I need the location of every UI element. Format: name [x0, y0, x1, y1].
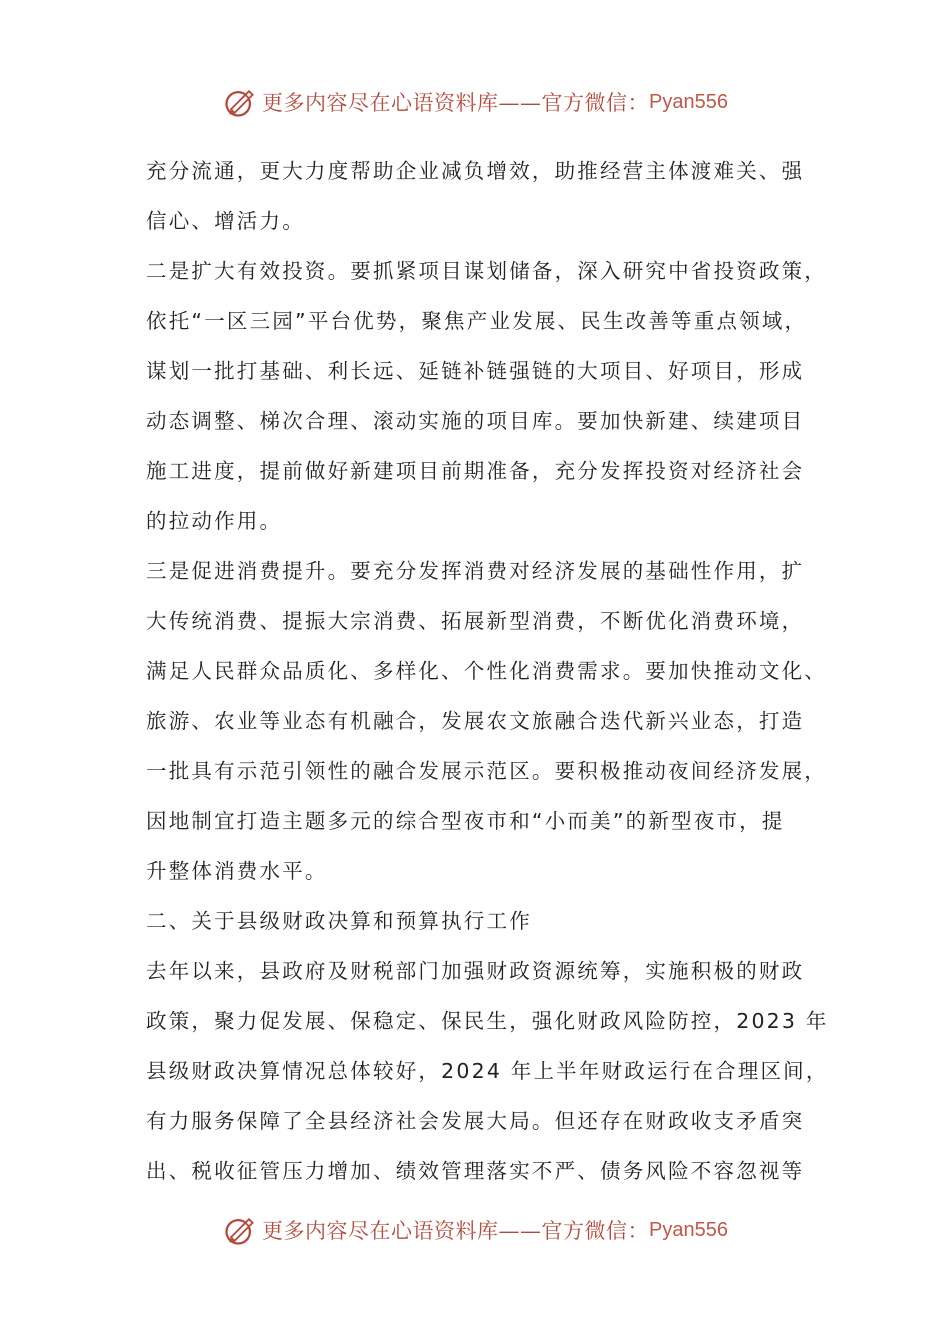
watermark-brand: Pyan556 [649, 90, 728, 113]
watermark-brand: Pyan556 [649, 1218, 728, 1241]
text-line: 二是扩大有效投资。要抓紧项目谋划储备，深入研究中省投资政策， [146, 259, 827, 283]
pen-logo-icon [222, 1212, 258, 1248]
watermark-text: 更多内容尽在心语资料库——官方微信： [262, 91, 650, 115]
text-line: 出、税收征管压力增加、绩效管理落实不严、债务风险不容忽视等 [146, 1159, 805, 1183]
text-line: 旅游、农业等业态有机融合，发展农文旅融合迭代新兴业态，打造 [146, 709, 805, 733]
text-line: 升整体消费水平。 [146, 859, 328, 883]
text-line: 政策，聚力促发展、保稳定、保民生，强化财政风险防控，2023 年 [146, 1009, 829, 1033]
header-watermark [0, 80, 950, 124]
text-line: 大传统消费、提振大宗消费、拓展新型消费，不断优化消费环境， [146, 609, 805, 633]
text-line: 县级财政决算情况总体较好，2024 年上半年财政运行在合理区间， [146, 1059, 829, 1083]
text-line: 因地制宜打造主题多元的综合型夜市和“小而美”的新型夜市，提 [146, 809, 785, 833]
footer-watermark [0, 1208, 950, 1252]
pen-logo-icon [222, 84, 258, 120]
text-line: 动态调整、梯次合理、滚动实施的项目库。要加快新建、续建项目 [146, 409, 805, 433]
text-line: 去年以来，县政府及财税部门加强财政资源统筹，实施积极的财政 [146, 959, 805, 983]
watermark-text: 更多内容尽在心语资料库——官方微信： [262, 1219, 650, 1243]
text-line: 信心、增活力。 [146, 209, 305, 233]
text-line: 施工进度，提前做好新建项目前期准备，充分发挥投资对经济社会 [146, 459, 805, 483]
text-line: 三是促进消费提升。要充分发挥消费对经济发展的基础性作用，扩 [146, 559, 805, 583]
text-line: 有力服务保障了全县经济社会发展大局。但还存在财政收支矛盾突 [146, 1109, 805, 1133]
section-heading: 二、关于县级财政决算和预算执行工作 [146, 909, 532, 933]
text-line: 的拉动作用。 [146, 509, 283, 533]
text-line: 依托“一区三园”平台优势，聚焦产业发展、民生改善等重点领域， [146, 309, 808, 333]
text-line: 满足人民群众品质化、多样化、个性化消费需求。要加快推动文化、 [146, 659, 827, 683]
document-body [146, 146, 836, 1196]
text-line: 谋划一批打基础、利长远、延链补链强链的大项目、好项目，形成 [146, 359, 805, 383]
text-line: 一批具有示范引领性的融合发展示范区。要积极推动夜间经济发展， [146, 759, 827, 783]
text-line: 充分流通，更大力度帮助企业减负增效，助推经营主体渡难关、强 [146, 159, 805, 183]
